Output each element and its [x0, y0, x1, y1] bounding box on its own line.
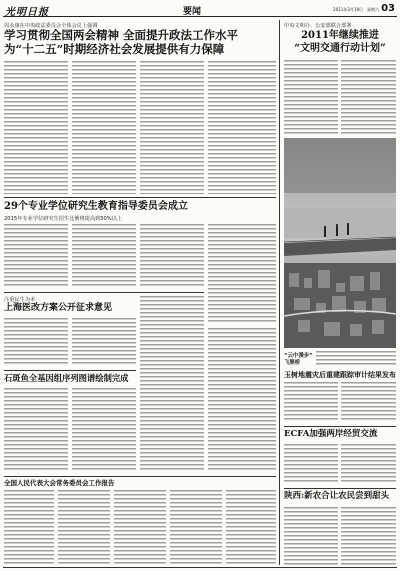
- divider: [4, 476, 276, 477]
- photo-caption-title: “云中漫步”: [284, 353, 313, 359]
- degree-body-col3: [140, 224, 204, 288]
- degree-body-col4: [208, 224, 276, 324]
- divider: [4, 292, 204, 293]
- yushu-headline: 玉树地震灾后重建跟踪审计结果发布: [284, 370, 396, 379]
- fish-body-col1: [4, 388, 68, 472]
- right-body-col2: [341, 60, 396, 134]
- bridge-photo: [284, 138, 396, 348]
- photo-caption-author: 飞聚桥: [284, 360, 301, 366]
- shaanxi-body-col2: [341, 507, 396, 565]
- lead-body-col4: [208, 61, 276, 194]
- footer-rule: [3, 567, 397, 568]
- npc-body-col4: [170, 490, 222, 565]
- lead-body-col2: [72, 61, 136, 194]
- npc-body-col2: [58, 490, 110, 565]
- middle-body-col4: [208, 328, 276, 472]
- yushu-body-col2: [341, 382, 396, 422]
- section-name: 要闻: [183, 7, 202, 17]
- npc-body-col5: [226, 490, 276, 565]
- npc-body-col3: [114, 490, 166, 565]
- lead-kicker: 周永康在中央政法委员会全体会议上强调: [4, 23, 98, 29]
- lead-body-col1: [4, 61, 68, 194]
- right-headline-line1: 2011年继续推进: [301, 30, 379, 41]
- right-headline-line2: “文明交通行动计划”: [294, 43, 386, 54]
- divider: [4, 197, 276, 198]
- lead-headline-line1: 学习贯彻全国两会精神 全面提升政法工作水平: [4, 28, 239, 42]
- shaanxi-headline: 陕西:新农合让农民尝到甜头: [284, 491, 390, 501]
- right-body-col1: [284, 60, 338, 134]
- lead-headline-line2: 为“十二五”时期经济社会发展提供有力保障: [4, 42, 225, 56]
- ecfa-body-col2: [341, 444, 396, 484]
- medical-headline: 上海医改方案公开征求意见: [4, 303, 113, 313]
- masthead: [3, 3, 397, 17]
- ecfa-headline: ECFA加强两岸经贸交流: [284, 429, 378, 439]
- divider: [284, 488, 396, 489]
- degree-headline: 29个专业学位研究生教育指导委员会成立: [4, 201, 188, 212]
- divider: [284, 426, 396, 427]
- right-kicker: 中央文明办、公安部联合部署: [284, 23, 352, 29]
- degree-body-col2: [72, 224, 136, 288]
- shaanxi-body-col1: [284, 507, 338, 565]
- newspaper-logo: 光明日报: [5, 7, 49, 18]
- medical-body-col2: [72, 318, 136, 366]
- degree-sub: 2015年专业学位研究生招生比例将提高到50%以上: [4, 216, 123, 222]
- medical-body-col1: [4, 318, 68, 366]
- fish-body-col2: [72, 388, 136, 472]
- npc-body-col1: [4, 490, 54, 565]
- issue-date: 2011年3月19日 星期六: [333, 7, 379, 12]
- degree-body-col1: [4, 224, 68, 288]
- fish-headline: 石斑鱼全基因组序列图谱绘制完成: [4, 373, 129, 383]
- bridge-photo-graphic: [284, 138, 396, 348]
- lead-body-col3: [140, 61, 204, 194]
- divider: [4, 370, 136, 371]
- photo-caption-text: [316, 351, 396, 365]
- yushu-body-col1: [284, 382, 338, 422]
- npc-headline: 全国人民代表大会常务委员会工作报告: [4, 479, 115, 487]
- medical-kicker: 注重民生为本: [4, 297, 36, 303]
- column-divider: [279, 20, 280, 565]
- middle-body-col3: [140, 296, 204, 472]
- ecfa-body-col1: [284, 444, 338, 484]
- page-number: 03: [381, 3, 395, 14]
